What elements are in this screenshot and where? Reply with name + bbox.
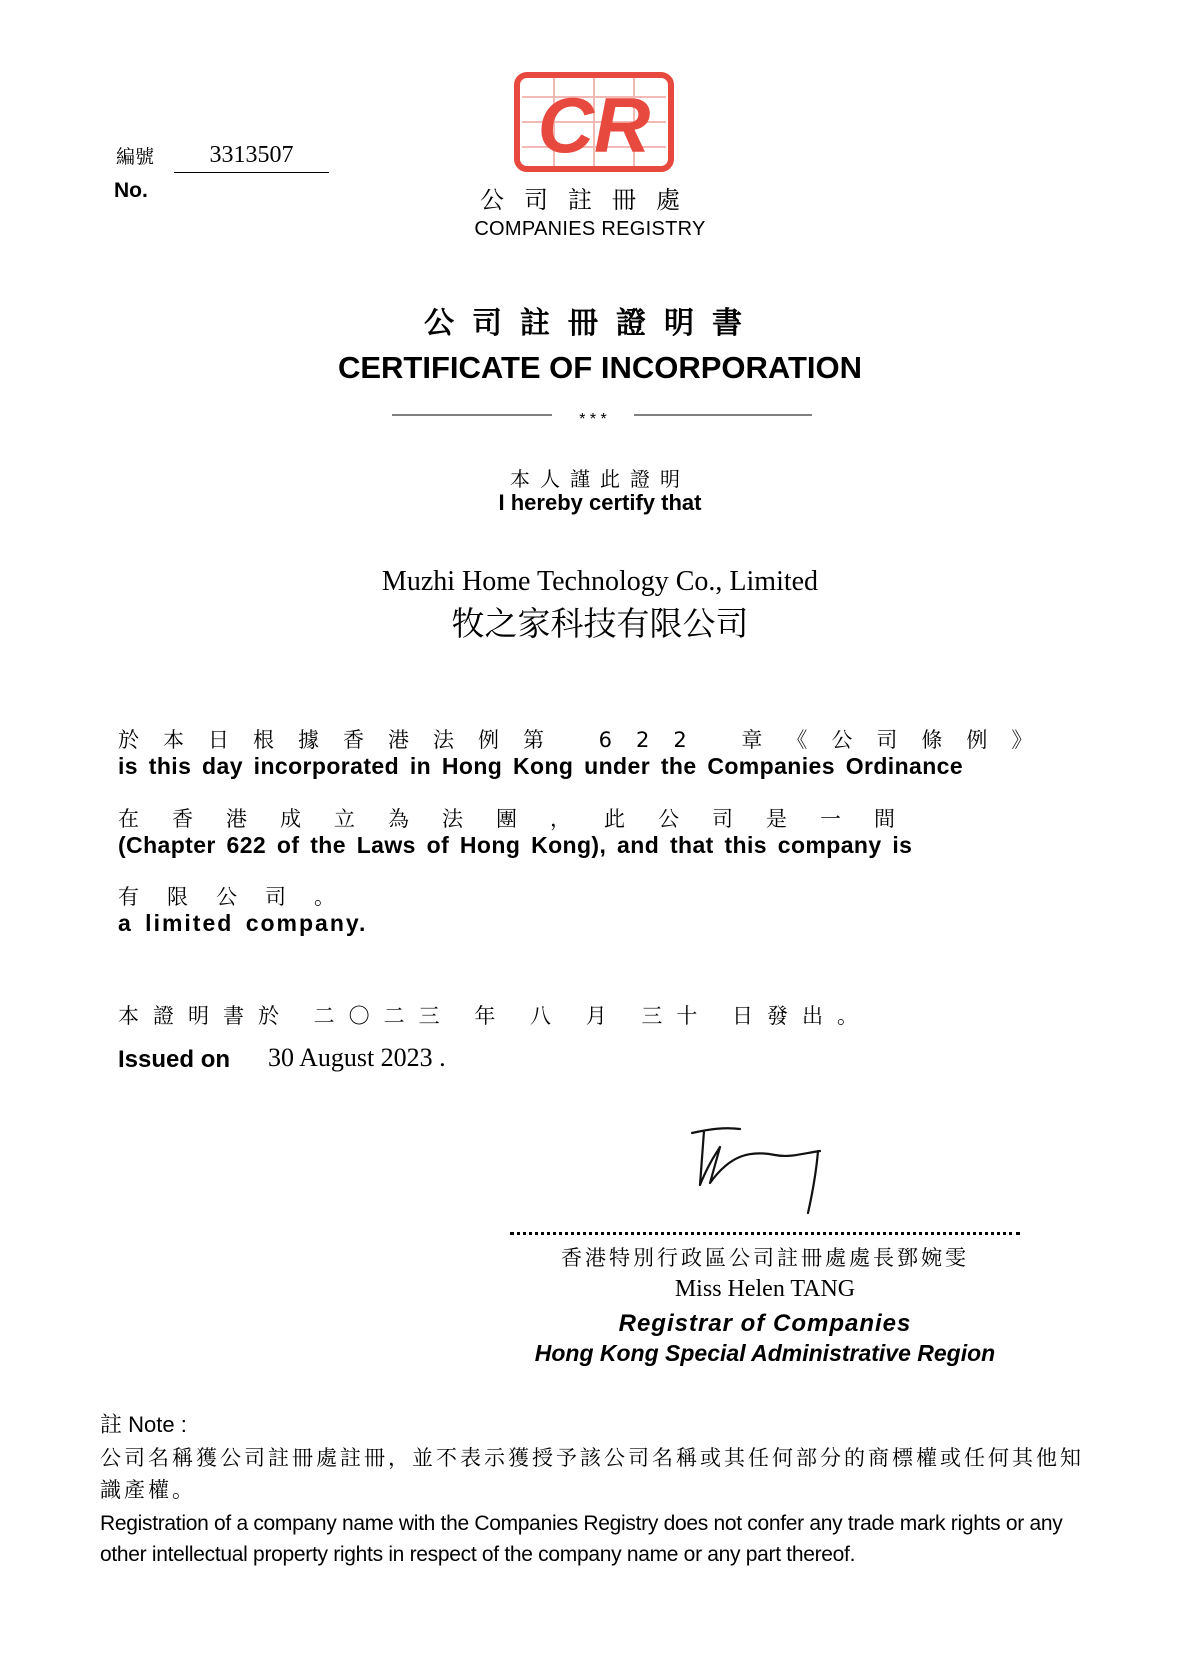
issued-statement-zh: 本證明書於 二〇二三 年 八 月 三十 日發出。 xyxy=(118,1004,873,1028)
body-line-2-zh: 在香港成立為法團，此公司是一間 xyxy=(118,807,928,831)
company-name-zh: 牧之家科技有限公司 xyxy=(451,604,749,643)
registry-name-en: COMPANIES REGISTRY xyxy=(474,218,706,240)
company-name-en: Muzhi Home Technology Co., Limited xyxy=(381,566,819,597)
certify-statement-en: I hereby certify that xyxy=(498,490,702,515)
certificate-number: 3313507 xyxy=(174,140,329,173)
number-label-zh: 編號 xyxy=(116,146,155,168)
companies-registry-logo xyxy=(514,72,674,172)
note-text-en: Registration of a company name with the Companies Registry does not confer any trade mark rights or any other intellectual property rights in respect of the company name or any part thereof. xyxy=(100,1512,1063,1566)
signature-line xyxy=(510,1232,1020,1235)
note-label: 註 Note : xyxy=(100,1412,187,1437)
registrar-role: Registrar of Companies xyxy=(618,1310,912,1337)
certificate-title-en: CERTIFICATE OF INCORPORATION xyxy=(337,350,863,385)
title-divider xyxy=(392,406,812,426)
body-line-3-en: a limited company. xyxy=(118,910,368,936)
issued-label-en: Issued on xyxy=(118,1046,231,1073)
body-line-1-en: is this day incorporated in Hong Kong under the Companies Ordinance xyxy=(118,753,964,779)
registrar-name: Miss Helen TANG xyxy=(674,1276,856,1302)
note-text-zh: 公司名稱獲公司註冊處註冊，並不表示獲授予該公司名稱或其任何部分的商標權或任何其他知識產權。 xyxy=(100,1446,1084,1502)
issued-date-en: 30 August 2023 . xyxy=(268,1043,446,1072)
certify-statement-zh: 本人謹此證明 xyxy=(510,467,690,491)
body-line-2-en: (Chapter 622 of the Laws of Hong Kong), and that this company is xyxy=(118,832,913,858)
registrar-title-zh: 香港特別行政區公司註冊處處長鄧婉雯 xyxy=(561,1246,969,1270)
certificate-title-zh: 公司註冊證明書 xyxy=(424,306,760,341)
body-line-3-zh: 有限公司。 xyxy=(118,885,363,909)
registrar-region: Hong Kong Special Administrative Region xyxy=(534,1340,996,1366)
body-line-1-zh: 於本日根據香港法例第 622 章《公司條例》 xyxy=(118,728,1057,752)
divider-ornament: * * * xyxy=(579,411,607,426)
number-label-en: No. xyxy=(114,179,148,202)
registry-name-zh: 公司註冊處 xyxy=(480,186,700,214)
registrar-signature xyxy=(690,1125,830,1215)
logo-text: CR xyxy=(537,81,651,169)
